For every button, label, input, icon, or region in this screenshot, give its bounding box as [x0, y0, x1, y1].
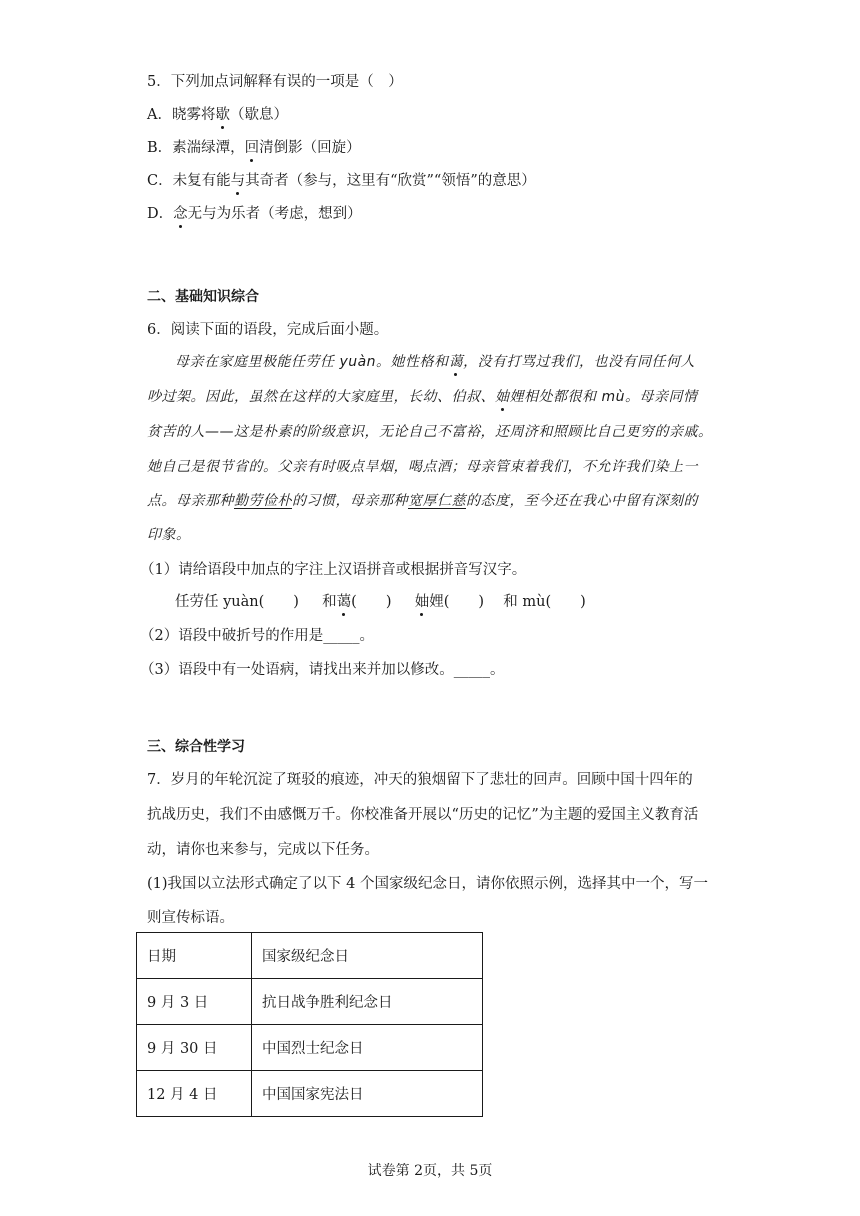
underlined-phrase: 宽厚仁慈: [408, 493, 466, 509]
passage-line: [147, 491, 698, 511]
table-row: [137, 979, 483, 1025]
passage-text: 娌相处都很和 mù。母亲同情: [509, 389, 698, 405]
q6-stem: 6．阅读下面的语段，完成后面小题。: [147, 322, 389, 338]
blank-item: 任劳任 yuàn( ): [175, 594, 299, 610]
section-title: 三、综合性学习: [147, 739, 245, 755]
q7-sub1-text: (1)我国以立法形式确定了以下 4 个国家级纪念日，请你依照示例，选择其中一个，写一: [147, 876, 708, 892]
table-cell-date: 12 月 4 日: [137, 1071, 252, 1117]
blank-text: 娌( ): [429, 594, 485, 610]
blank-text: 和: [322, 594, 337, 610]
page-footer: 试卷第 2页，共 5页: [367, 1163, 493, 1179]
table-cell-day: 中国国家宪法日: [252, 1071, 483, 1117]
q6-sub1-blanks: [175, 592, 586, 612]
option-text: 清倒影（回旋）: [259, 140, 361, 156]
q5-option-d: [147, 204, 362, 224]
q6-sub3: （3）语段中有一处语病，请找出来并加以修改。_____。: [140, 662, 505, 678]
passage-text: 的习惯，母亲那种: [292, 493, 408, 509]
table-cell-date: 9 月 3 日: [137, 979, 252, 1025]
passage-line: 印象。: [147, 527, 191, 543]
option-text: B．素湍绿潭，: [147, 140, 245, 156]
option-text: 无与为乐者（考虑，想到）: [187, 206, 362, 222]
dotted-char: 念: [173, 206, 188, 222]
dotted-char: 妯: [414, 594, 430, 610]
q5-stem: 5．下列加点词解释有误的一项是（ ）: [147, 74, 403, 90]
passage-line: [175, 352, 695, 372]
q6-sub1: （1）请给语段中加点的字注上汉语拼音或根据拼音写汉字。: [140, 562, 527, 578]
table-header-cell: 国家级纪念日: [252, 933, 483, 979]
blank-item: [415, 594, 484, 610]
table-cell-day: 抗日战争胜利纪念日: [252, 979, 483, 1025]
dotted-char: 回: [244, 140, 260, 156]
option-text: （歇息）: [229, 107, 288, 123]
q5-option-b: [147, 138, 361, 158]
table-row: [137, 1025, 483, 1071]
passage-text: 吵过架。因此，虽然在这样的大家庭里，长幼、伯叔、: [147, 389, 495, 405]
dotted-char: 蔼: [336, 594, 352, 610]
q7-text: 7．岁月的年轮沉淀了斑驳的痕迹，冲天的狼烟留下了悲壮的回声。回顾中国十四年的: [147, 772, 693, 788]
table-cell-date: 9 月 30 日: [137, 1025, 252, 1071]
table-header-row: [137, 933, 483, 979]
option-text: 其奇者（参与，这里有“欣赏”“领悟”的意思）: [245, 173, 536, 189]
q7-text: 动，请你也来参与，完成以下任务。: [147, 842, 379, 858]
q7-text: 抗战历史，我们不由感慨万千。你校准备开展以“历史的记忆”为主题的爱国主义教育活: [147, 807, 699, 823]
q6-sub2: （2）语段中破折号的作用是_____。: [140, 628, 374, 644]
blank-item: 和 mù( ): [503, 594, 586, 610]
memorial-days-table: [136, 932, 483, 1117]
q7-sub1-text: 则宣传标语。: [147, 910, 234, 926]
passage-line: 贫苦的人——这是朴素的阶级意识，无论自己不富裕，还周济和照顾比自己更穷的亲戚。: [147, 424, 713, 440]
passage-line: [147, 387, 697, 407]
option-text: A．晓雾将: [147, 107, 216, 123]
passage-text: 点。母亲那种: [147, 493, 234, 509]
blank-item: [322, 594, 391, 610]
q5-option-a: [147, 105, 288, 125]
dotted-char: 与: [230, 173, 246, 189]
passage-line: 她自己是很节省的。父亲有时吸点旱烟，喝点酒；母亲管束着我们，不允许我们染上一: [147, 459, 698, 475]
underlined-phrase: 勤劳俭朴: [234, 493, 292, 509]
passage-text: 的态度，至今还在我心中留有深刻的: [466, 493, 698, 509]
passage-text: 母亲在家庭里极能任劳任 yuàn。她性格和: [175, 354, 449, 370]
table-cell-day: 中国烈士纪念日: [252, 1025, 483, 1071]
dotted-char: 歇: [215, 107, 230, 123]
section-title: 二、基础知识综合: [147, 289, 259, 305]
q5-option-c: [147, 171, 536, 191]
blank-text: ( ): [351, 594, 392, 610]
option-text: C．未复有能: [147, 173, 231, 189]
dotted-char: 蔼: [448, 354, 464, 370]
option-text: D．: [147, 206, 174, 222]
dotted-char: 妯: [495, 389, 510, 405]
passage-text: ，没有打骂过我们，也没有同任何人: [463, 354, 696, 370]
table-header-cell: 日期: [137, 933, 252, 979]
table-row: [137, 1071, 483, 1117]
